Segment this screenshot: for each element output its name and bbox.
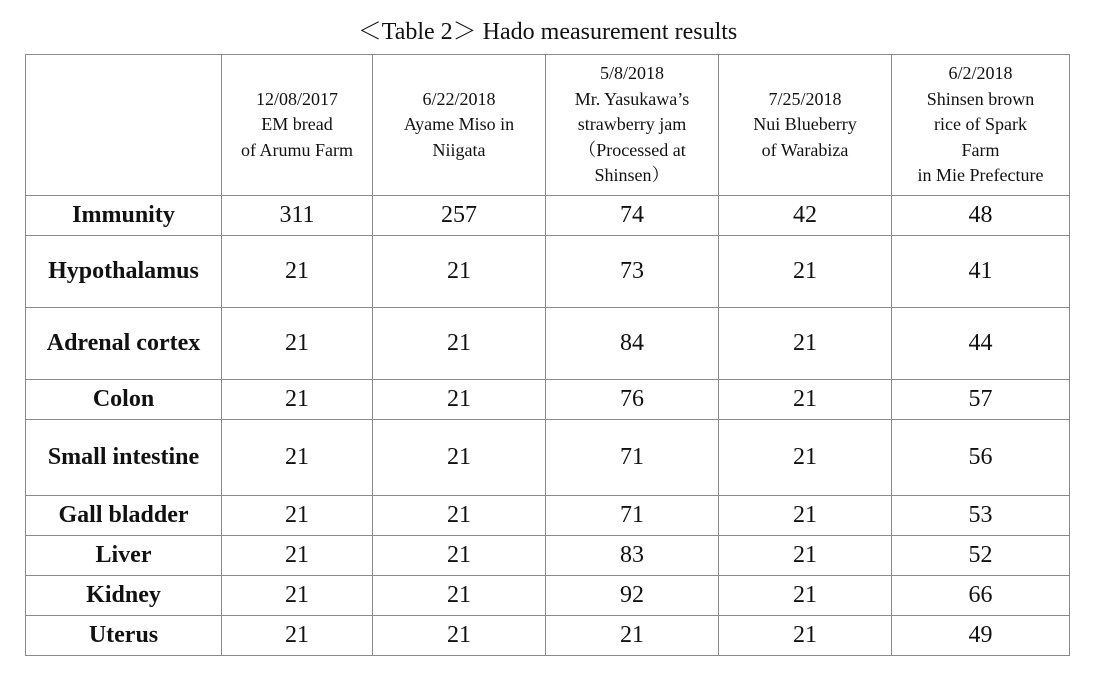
table-cell: 257: [373, 196, 546, 236]
table-cell: 21: [222, 496, 373, 536]
table-cell: 21: [719, 420, 892, 496]
table-cell: 21: [222, 380, 373, 420]
table-cell: 71: [546, 496, 719, 536]
table-cell: 21: [546, 616, 719, 656]
table-cell: 21: [222, 308, 373, 380]
table-cell: 21: [373, 496, 546, 536]
row-label: Hypothalamus: [26, 236, 222, 308]
table-cell: 74: [546, 196, 719, 236]
column-header: 6/2/2018 Shinsen brown rice of Spark Farm in Mie Prefecture: [892, 55, 1070, 196]
table-row: [26, 496, 1070, 536]
row-label: Adrenal cortex: [26, 308, 222, 380]
table-cell: 53: [892, 496, 1070, 536]
table-cell: 52: [892, 536, 1070, 576]
table-cell: 48: [892, 196, 1070, 236]
table-cell: 21: [719, 576, 892, 616]
table-cell: 21: [222, 616, 373, 656]
table-row: [26, 420, 1070, 496]
table-row: [26, 616, 1070, 656]
table-cell: 56: [892, 420, 1070, 496]
column-header: 12/08/2017 EM bread of Arumu Farm: [222, 55, 373, 196]
table-cell: 71: [546, 420, 719, 496]
table-cell: 21: [719, 380, 892, 420]
row-label: Liver: [26, 536, 222, 576]
column-header: 5/8/2018 Mr. Yasukawa’s strawberry jam （Processed at Shinsen）: [546, 55, 719, 196]
row-label: Small intestine: [26, 420, 222, 496]
column-header: 6/22/2018 Ayame Miso in Niigata: [373, 55, 546, 196]
table-cell: 76: [546, 380, 719, 420]
table-cell: 21: [222, 420, 373, 496]
table-row: [26, 576, 1070, 616]
table-cell: 21: [373, 380, 546, 420]
header-row: [26, 55, 1070, 196]
table-cell: 21: [373, 616, 546, 656]
table-cell: 21: [719, 308, 892, 380]
table-cell: 84: [546, 308, 719, 380]
table-cell: 21: [373, 576, 546, 616]
table-cell: 21: [719, 236, 892, 308]
column-header: 7/25/2018 Nui Blueberry of Warabiza: [719, 55, 892, 196]
table-cell: 83: [546, 536, 719, 576]
table-row: [26, 196, 1070, 236]
table-cell: 57: [892, 380, 1070, 420]
table-row: [26, 536, 1070, 576]
table-cell: 21: [222, 576, 373, 616]
table-cell: 21: [373, 420, 546, 496]
table-cell: 42: [719, 196, 892, 236]
table-cell: 44: [892, 308, 1070, 380]
table-cell: 21: [222, 536, 373, 576]
table-cell: 41: [892, 236, 1070, 308]
table-cell: 21: [719, 536, 892, 576]
row-label: Colon: [26, 380, 222, 420]
row-label: Gall bladder: [26, 496, 222, 536]
row-label: Uterus: [26, 616, 222, 656]
table-cell: 66: [892, 576, 1070, 616]
table-row: [26, 380, 1070, 420]
table-title: ＜Table 2＞ Hado measurement results: [357, 19, 738, 45]
table-row: [26, 308, 1070, 380]
table-cell: 92: [546, 576, 719, 616]
table-cell: 21: [373, 536, 546, 576]
table-cell: 311: [222, 196, 373, 236]
table-cell: 21: [373, 236, 546, 308]
table-cell: 73: [546, 236, 719, 308]
corner-cell: [26, 55, 222, 196]
table-cell: 21: [373, 308, 546, 380]
table-cell: 49: [892, 616, 1070, 656]
table-row: [26, 236, 1070, 308]
table-cell: 21: [222, 236, 373, 308]
table-cell: 21: [719, 496, 892, 536]
table-cell: 21: [719, 616, 892, 656]
row-label: Immunity: [26, 196, 222, 236]
results-table: [25, 54, 1070, 656]
row-label: Kidney: [26, 576, 222, 616]
